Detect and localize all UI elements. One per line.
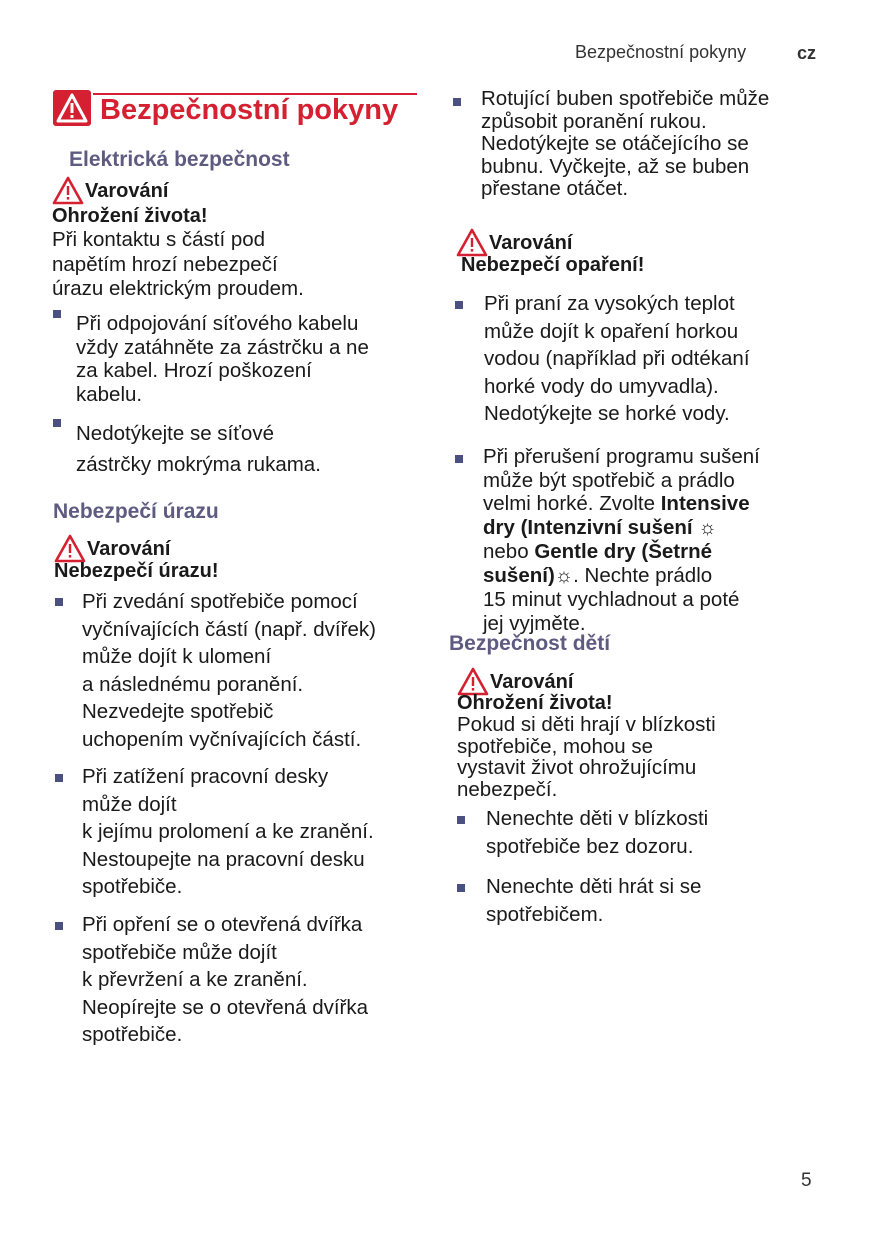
text-line: vždy zatáhněte za zástrčku a ne (76, 335, 369, 359)
text-line: k jejímu prolomení a ke zranění. (82, 820, 374, 843)
list-item (82, 588, 376, 753)
text-line: za kabel. Hrozí poškození (76, 359, 312, 382)
text-line: 15 minut vychladnout a poté (483, 588, 740, 611)
program-name: Gentle dry (Šetrné (534, 540, 713, 563)
text-line: může dojít k opaření horkou (484, 319, 739, 343)
text-line: bubnu. Vyčkejte, až se buben (481, 154, 750, 178)
section-heading-electrical: Elektrická bezpečnost (69, 148, 290, 171)
text-line: Nenechte děti hrát si se (486, 875, 702, 898)
text-line: spotřebiče, mohou se (457, 734, 654, 758)
warning-title: Ohrožení života! (457, 692, 613, 714)
text-line: horké vody do umyvadla). (484, 374, 719, 398)
text-line: Při přerušení programu sušení (483, 445, 760, 468)
text-line: Nedotýkejte se síťové (76, 422, 274, 445)
main-title-block (53, 90, 417, 128)
text-line: Při opření se o otevřená dvířka (82, 913, 363, 936)
bullet-square-icon (457, 884, 465, 892)
text-line: Pokud si děti hrají v blízkosti (457, 713, 716, 736)
bullet-square-icon (55, 774, 63, 782)
list-item (486, 805, 708, 860)
text-line: spotřebičem. (486, 902, 604, 926)
text-line: spotřebiče může dojít (82, 940, 277, 964)
warning-title: Nebezpečí úrazu! (54, 560, 219, 582)
bullet-square-icon (53, 419, 61, 427)
bullet-square-icon (55, 922, 63, 930)
program-name: sušení) (483, 563, 555, 587)
text-line: Při praní za vysokých teplot (484, 292, 735, 315)
warning-label-text: Varování (87, 538, 171, 560)
text-line: kabelu. (76, 382, 143, 406)
warning-label-text: Varování (489, 232, 573, 254)
bullet-square-icon (457, 816, 465, 824)
text-line (483, 516, 760, 541)
text-line: spotřebiče bez dozoru. (486, 834, 694, 858)
text-line: sušení)☼. Nechte prádlo (483, 563, 713, 587)
warning-triangle-icon (53, 90, 91, 126)
text-line: zástrčky mokrýma rukama. (76, 453, 321, 476)
list-item (76, 312, 369, 406)
text-line: Nezvedejte spotřebič (82, 700, 274, 723)
text-line: vodou (například při odtékaní (484, 347, 750, 370)
language-code: cz (797, 43, 817, 63)
list-item (82, 911, 368, 1049)
text-line: spotřebiče. (82, 1023, 183, 1046)
program-name: dry (Intenzivní sušení (483, 515, 693, 539)
text-line: Nestoupejte na pracovní desku (82, 847, 365, 871)
warning-label-text: Varování (85, 180, 169, 202)
text-line: Při zvedání spotřebiče pomocí (82, 590, 358, 613)
text-line: přestane otáčet. (481, 177, 629, 200)
running-header-title: Bezpečnostní pokyny (575, 42, 747, 62)
section-heading-injury: Nebezpečí úrazu (53, 500, 219, 523)
list-item (484, 290, 750, 428)
text-line: Nenechte děti v blízkosti (486, 807, 709, 830)
text-line: může dojít k ulomení (82, 645, 272, 668)
text-line: může dojít (82, 792, 177, 816)
warning-title: Nebezpečí opaření! (461, 254, 645, 276)
warning-title: Ohrožení života! (52, 205, 208, 227)
list-item (483, 445, 760, 635)
warning-triangle-icon (456, 227, 488, 257)
list-item (481, 88, 769, 201)
section-heading-children: Bezpečnost dětí (449, 632, 611, 655)
bullet-square-icon (55, 598, 63, 606)
text-line: nebezpečí. (457, 777, 558, 801)
bullet-square-icon (453, 98, 461, 106)
bullet-square-icon (455, 455, 463, 463)
warning-triangle-icon (52, 175, 84, 205)
program-name: Intensive (660, 492, 750, 515)
list-item (486, 873, 701, 928)
warning-label-text: Varování (490, 671, 574, 693)
text-line: Při odpojování síťového kabelu (76, 312, 359, 335)
text-line: způsobit poranění rukou. (481, 109, 707, 133)
text-line: spotřebiče. (82, 875, 183, 898)
page-title: Bezpečnostní pokyny (100, 94, 399, 126)
warning-intro (457, 714, 716, 800)
text-line: Při kontaktu s částí pod (52, 228, 266, 251)
text-line: velmi horké. Zvolte Intensive (483, 492, 750, 515)
text-line: k převržení a ke zranění. (82, 968, 308, 991)
text-line: jej vyjměte. (483, 611, 586, 635)
list-item (82, 763, 374, 901)
warning-triangle-icon (54, 533, 86, 563)
text-line: úrazu elektrickým proudem. (52, 277, 304, 300)
text-line: může být spotřebič a prádlo (483, 468, 735, 492)
text-line: Při zatížení pracovní desky (82, 765, 329, 788)
warning-intro (52, 228, 304, 302)
bullet-square-icon (455, 301, 463, 309)
text-line: Neopírejte se o otevřená dvířka (82, 995, 369, 1019)
text-line: nebo Gentle dry (Šetrné (483, 540, 713, 563)
text-line: Nedotýkejte se horké vody. (484, 402, 730, 425)
text-line: vystavit život ohrožujícímu (457, 756, 697, 779)
list-item (76, 418, 321, 480)
text-line: vyčnívajících částí (např. dvířek) (82, 617, 376, 641)
page-number: 5 (801, 1170, 812, 1191)
text-line: Rotující buben spotřebiče může (481, 87, 770, 110)
text-line: napětím hrozí nebezpečí (52, 252, 278, 276)
sun-icon: ☼ (554, 564, 574, 587)
text-line: Nedotýkejte se otáčejícího se (481, 132, 749, 155)
sun-icon: ☼ (698, 516, 717, 539)
bullet-square-icon (53, 310, 61, 318)
text-line: a následnému poranění. (82, 672, 304, 696)
text-line: uchopením vyčnívajících částí. (82, 727, 362, 751)
